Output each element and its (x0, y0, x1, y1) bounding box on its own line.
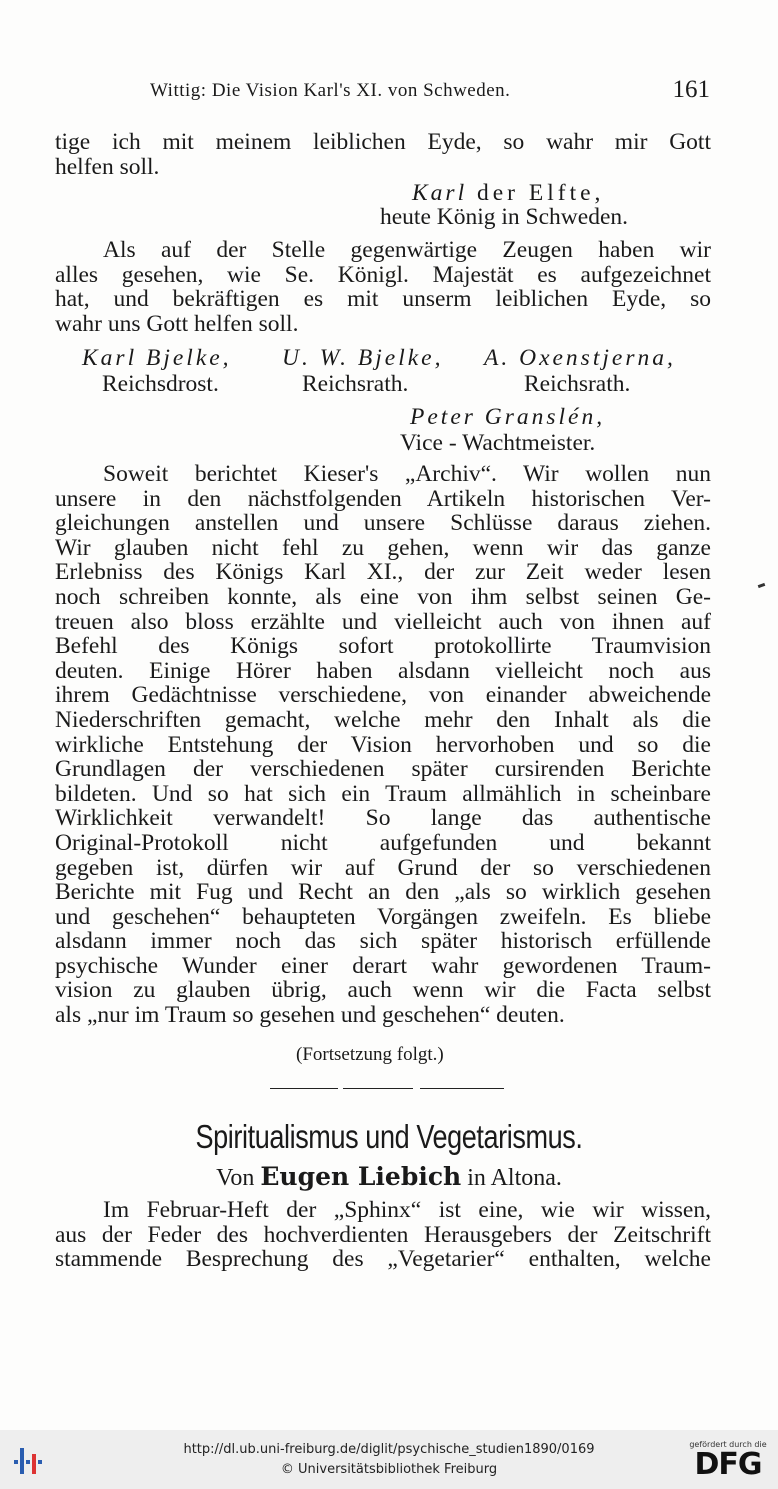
text-line: treuen also bloss erzählte und vielleicht auch von ihnen auf (55, 608, 711, 635)
witness-name: Karl Bjelke, (82, 345, 232, 371)
text-line: ihrem Gedächtnisse verschiedene, von einander abweichende (55, 682, 711, 709)
dfg-funding-text: gefördert durch die (689, 1440, 767, 1449)
viewer-footer (0, 1430, 778, 1489)
text-line: aus der Feder des hochverdienten Herausgebers der Zeitschrift (55, 1221, 711, 1248)
dfg-logo (688, 1440, 768, 1482)
paragraph-commentary (55, 462, 711, 1028)
text-line: bildeten. Und so hat sich ein Traum allmählich in scheinbare (55, 780, 711, 807)
text-line: alsdann immer noch das sich später historisch erfüllende (55, 928, 711, 955)
text-line: gegeben ist, dürfen wir auf Grund der so verschiedenen (55, 854, 711, 881)
article-heading: Spiritualismus und Vegetarismus. (195, 1118, 583, 1155)
text-line: psychische Wunder einer derart wahr gewordenen Traum- (55, 952, 711, 979)
text-line: Wirklichkeit verwandelt! So lange das authentische (55, 805, 711, 832)
text-line: Niederschriften gemacht, welche mehr den Inhalt als die (55, 706, 711, 733)
text-line: Grundlagen der verschiedenen später cursirenden Berichte (55, 756, 711, 783)
page-number: 161 (672, 76, 710, 103)
text-line: noch schreiben konnte, als eine von ihm selbst seinen Ge- (55, 583, 711, 610)
continuation-note: (Fortsetzung folgt.) (296, 1044, 444, 1065)
copyright-text: © Universitätsbibliothek Freiburg (280, 1462, 498, 1477)
text-line: vision zu glauben übrig, auch wenn wir die Facta selbst (55, 977, 711, 1004)
section-divider (343, 1088, 413, 1089)
running-header (150, 76, 710, 106)
signature-king-title: heute König in Schweden. (380, 204, 629, 230)
text-line: tige ich mit meinem leiblichen Eyde, so wahr mir Gott (55, 129, 711, 155)
text-line: wirkliche Entstehung der Vision hervorhoben und so die (55, 731, 711, 758)
text-line: Original-Protokoll nicht aufgefunden und bekannt (55, 829, 711, 856)
paragraph-witnesses (55, 238, 711, 336)
text-line: unsere in den nächstfolgenden Artikeln historischen Ver- (55, 485, 711, 512)
text-line: helfen soll. (55, 153, 160, 180)
witness-name: U. W. Bjelke, (282, 345, 444, 371)
text-line: Erlebniss des Königs Karl XI., der zur Zeit weder lesen (55, 559, 711, 586)
text-line: alles gesehen, wie Se. Königl. Majestät es aufgezeichnet (55, 261, 711, 288)
text-line: als „nur im Traum so gesehen und geschehen“ deuten. (55, 1002, 565, 1029)
text-line: und geschehen“ behaupteten Vorgängen zweifeln. Es bliebe (55, 903, 711, 930)
witness-name: Peter Granslén, (410, 404, 606, 430)
margin-mark (758, 583, 766, 588)
text-line: Befehl des Königs sofort protokollirte Traumvision (55, 633, 711, 660)
section-divider (270, 1088, 338, 1089)
article-byline: Von Eugen Liebich in Altona. (216, 1162, 562, 1191)
witness-role: Reichsrath. (302, 371, 409, 397)
text-line: wahr uns Gott helfen soll. (55, 310, 299, 337)
dfg-logo-text: DFG (694, 1447, 762, 1482)
witness-role: Reichsdrost. (102, 371, 219, 397)
paragraph-article-intro (55, 1198, 711, 1272)
text-line: deuten. Einige Hörer haben alsdann vielleicht noch aus (55, 657, 711, 684)
author-name: Eugen Liebich (260, 1162, 462, 1191)
witness-role: Reichsrath. (524, 371, 631, 397)
permalink-url[interactable]: http://dl.ub.uni-freiburg.de/diglit/psychische_studien1890/0169 (183, 1442, 595, 1457)
signature-king-name: Karl der Elfte, (412, 180, 605, 206)
text-line: hat, und bekräftigen es mit unserm leiblichen Eyde, so (55, 286, 711, 313)
text-line: Soweit berichtet Kieser's „Archiv“. Wir wollen nun (103, 461, 711, 487)
text-line: Im Februar-Heft der „Sphinx“ ist eine, wie wir wissen, (103, 1197, 711, 1223)
section-divider (420, 1088, 504, 1089)
paragraph-oath (55, 130, 711, 179)
text-line: Wir glauben nicht fehl zu gehen, wenn wir das ganze (55, 534, 711, 561)
text-line: stammende Besprechung des „Vegetarier“ enthalten, welche (55, 1246, 711, 1273)
text-line: Berichte mit Fug und Recht an den „als so wirklich gesehen (55, 879, 711, 906)
witness-name: A. Oxenstjerna, (484, 345, 676, 371)
text-line: Als auf der Stelle gegenwärtige Zeugen haben wir (103, 237, 711, 263)
running-title: Wittig: Die Vision Karl's XI. von Schweden. (150, 80, 511, 101)
witness-role: Vice - Wachtmeister. (400, 430, 596, 456)
text-line: gleichungen anstellen und unsere Schlüsse daraus ziehen. (55, 510, 711, 537)
